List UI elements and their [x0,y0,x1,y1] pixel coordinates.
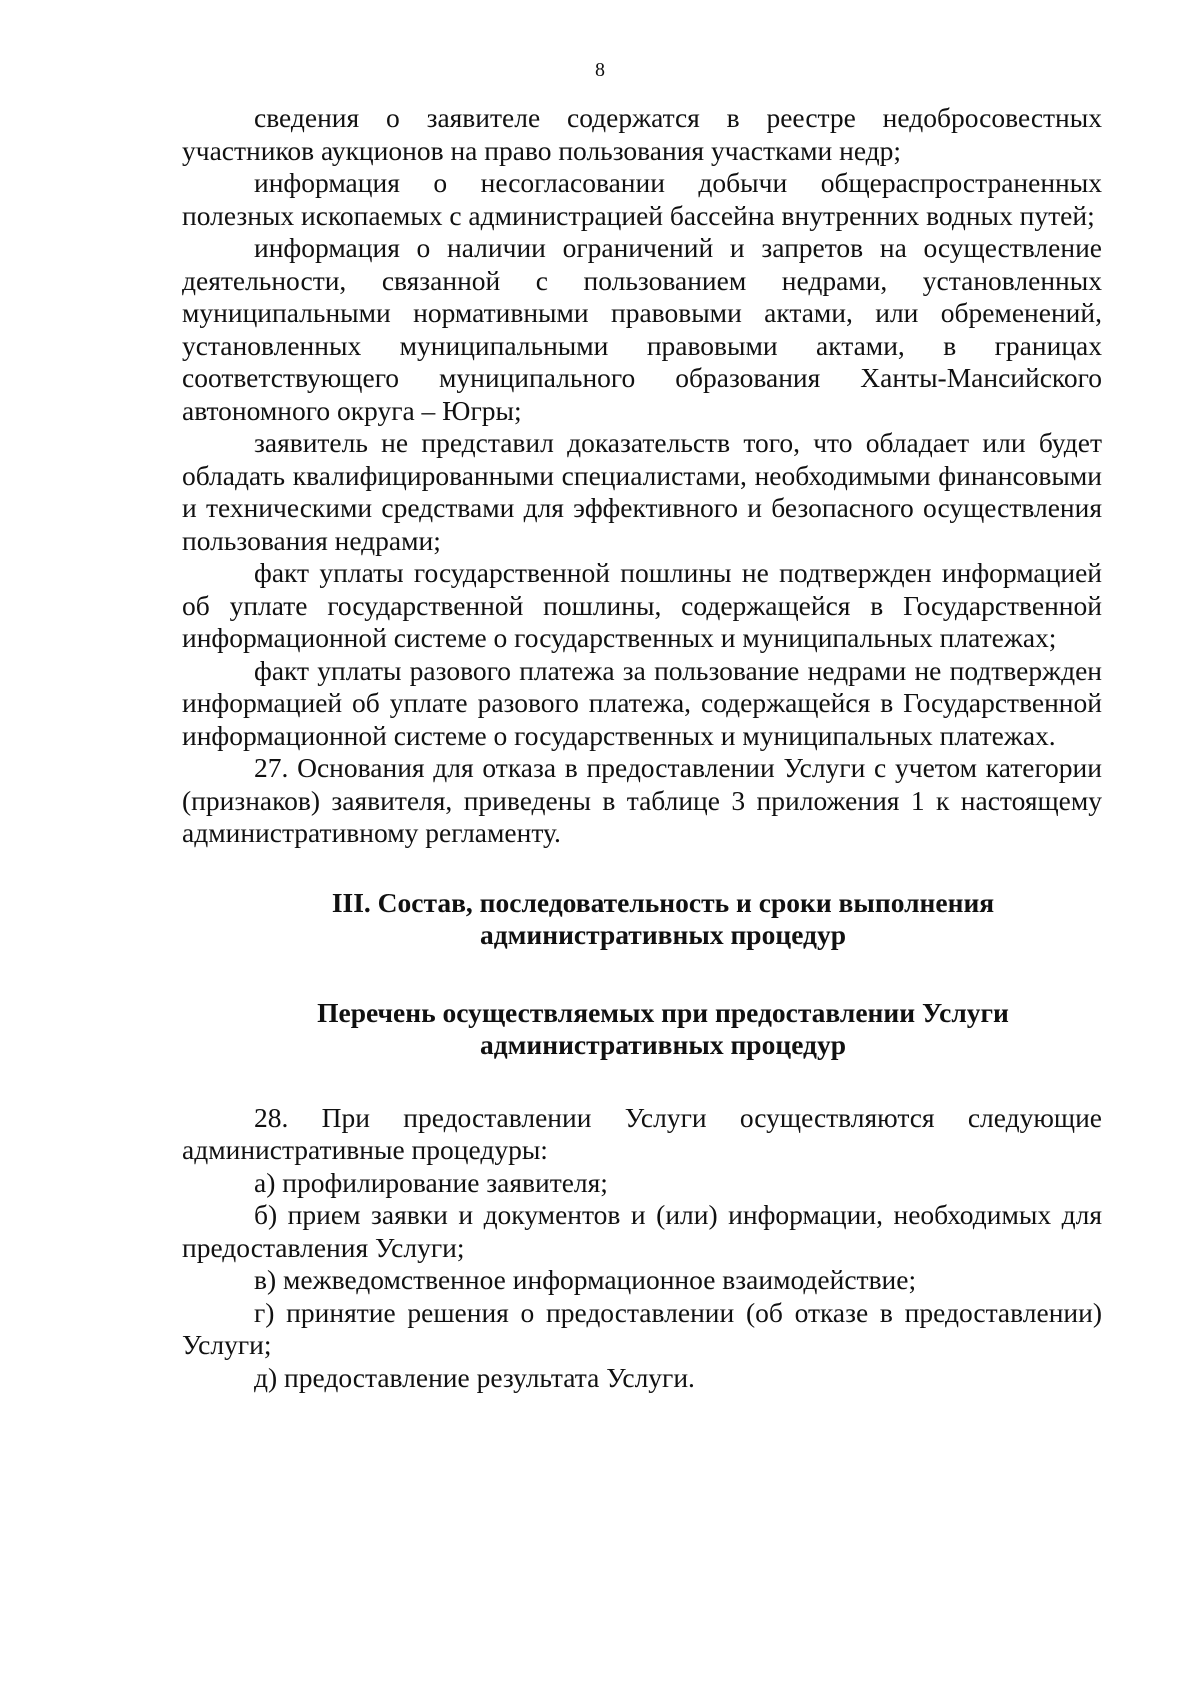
page-number: 8 [595,59,605,81]
sub-heading-line: Перечень осуществляемых при предоставлении Услуги [317,996,1009,1028]
section-heading-line: III. Состав, последовательность и сроки выполнения [331,886,995,918]
paragraph: 28. При предоставлении Услуги осуществляются следующие административные процедуры: [182,1101,1102,1165]
paragraph: факт уплаты разового платежа за пользование недрами не подтвержден информацией об уплате разового платежа, содержащейся в Государственной информационной системе о государственных и муниципальных платежах. [182,654,1102,751]
paragraph: 27. Основания для отказа в предоставлении Услуги с учетом категории (признаков) заявителя, приведены в таблице 3 приложения 1 к настоящему административному регламенту. [182,752,1102,848]
sub-heading [182,997,1102,1062]
section-heading [182,887,1102,952]
list-item: в) межведомственное информационное взаимодействие; [254,1264,917,1295]
document-body [182,102,1102,1394]
paragraph: сведения о заявителе содержатся в реестре недобросовестных участников аукционов на право пользования участками недр; [182,102,1102,166]
paragraph: факт уплаты государственной пошлины не подтвержден информацией об уплате государственной пошлины, содержащейся в Государственной информационной системе о государственных и муниципальных платежах; [182,557,1102,653]
paragraph: заявитель не представил доказательств того, что обладает или будет обладать квалифицированными специалистами, необходимыми финансовыми и техническими средствами для эффективного и безопасного осуществления пользования недрами; [182,427,1102,556]
list-item: б) прием заявки и документов и (или) информации, необходимых для предоставления Услуги; [182,1199,1102,1263]
paragraph: информация о несогласовании добычи общераспространенных полезных ископаемых с администрацией бассейна внутренних водных путей; [182,167,1102,231]
list-item: а) профилирование заявителя; [254,1166,608,1198]
list-item: г) принятие решения о предоставлении (об отказе в предоставлении) Услуги; [182,1296,1102,1360]
sub-heading-line: административных процедур [480,1029,846,1060]
paragraph: информация о наличии ограничений и запретов на осуществление деятельности, связанной с пользованием недрами, установленных муниципальными нормативными правовыми актами, или обременений, установленных муниципальными правовыми актами, в границах соответствующего муниципального образования Ханты-Мансийского автономного округа – Югры; [182,232,1102,426]
list-item: д) предоставление результата Услуги. [254,1361,695,1393]
section-heading-line: административных процедур [480,919,846,950]
